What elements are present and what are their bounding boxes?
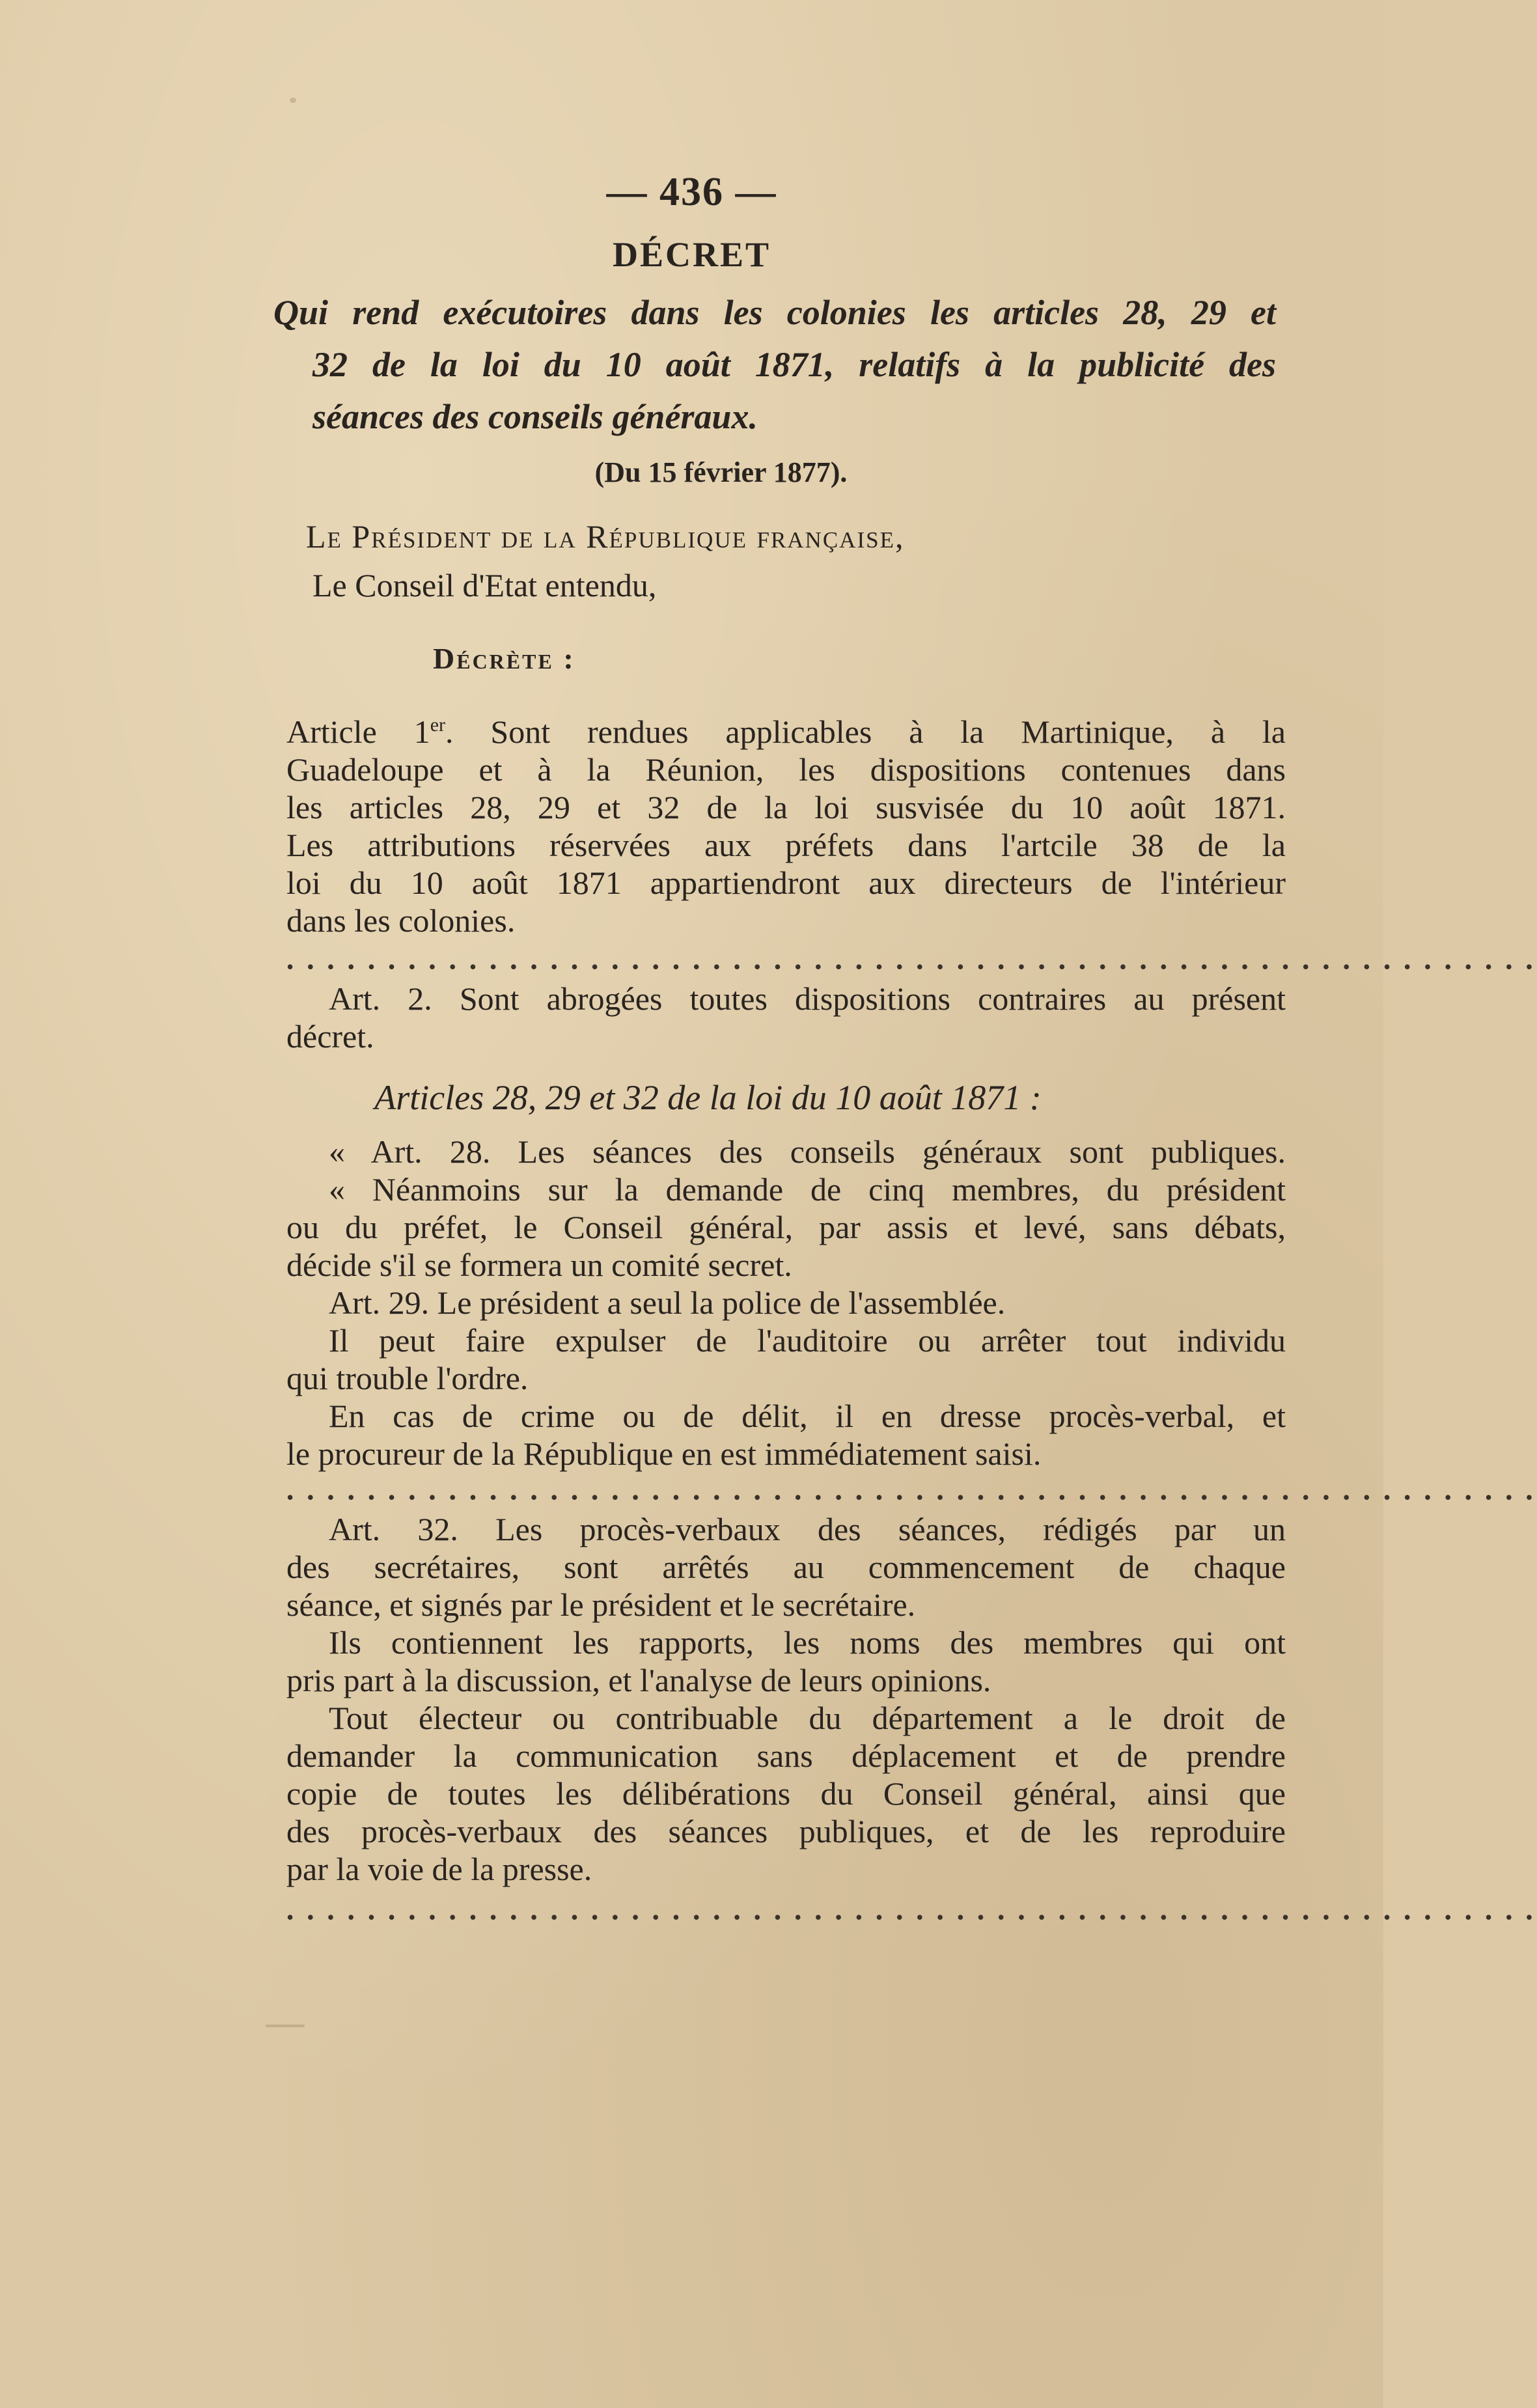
article-28-line: décide s'il se formera un comité secret. [286,1247,792,1283]
decree-title [273,286,1276,443]
article-32-line: séance, et signés par le président et le secrétaire. [286,1586,916,1623]
article-28-line: « Néanmoins sur la demande de cinq membres, du président [329,1171,1286,1208]
president-text: Le Président de la République française, [306,518,905,555]
article-2 [286,980,1286,1055]
article-1-line: loi du 10 août 1871 appartiendront aux directeurs de l'intérieur [286,865,1286,901]
article-1 [286,706,1286,939]
decree-title-line: séances des conseils généraux. [312,397,758,436]
article-32-line: des procès-verbaux des séances publiques, et de les reproduire [286,1813,1286,1849]
article-2-line: Art. 2. Sont abrogées toutes dispositions contraires au présent [329,980,1286,1017]
ellipsis-dots: • • • • • • • • • • • • • • • • • • • • • • • • • • • • • • • • • • • • • • • • • • • • • • • • • • • • • • • • • • • • • • [286,1905,1537,1929]
decrete-heading: Décrète : [433,642,575,675]
law-articles-subheading: Articles 28, 29 et 32 de la loi du 10 août 1871 : [374,1078,1042,1117]
article-1-label: Article 1 [286,713,430,750]
article-32-line: par la voie de la presse. [286,1851,592,1887]
president-line [306,518,904,555]
article-29-line: En cas de crime ou de délit, il en dresse procès-verbal, et [329,1398,1286,1434]
article-32-line: Art. 32. Les procès-verbaux des séances, rédigés par un [329,1511,1286,1547]
paper-spot [290,98,296,103]
article-1-first-line [286,706,1286,751]
article-29-line: le procureur de la République en est immédiatement saisi. [286,1435,1042,1472]
paper-spot [266,2025,305,2027]
article-1-line: Les attributions réservées aux préfets dans l'artcile 38 de la [286,827,1286,863]
article-29-line: Art. 29. Le président a seul la police de l'assemblée. [329,1284,1006,1321]
article-1-line: les articles 28, 29 et 32 de la loi susvisée du 10 août 1871. [286,789,1286,825]
article-32-line: copie de toutes les délibérations du Conseil général, ainsi que [286,1775,1286,1812]
article-28 [286,1133,1286,1284]
article-32-line: Ils contiennent les rapports, les noms des membres qui ont [329,1624,1286,1661]
decree-date: (Du 15 février 1877). [594,456,848,488]
ellipsis-dots: • • • • • • • • • • • • • • • • • • • • • • • • • • • • • • • • • • • • • • • • • • • • • • • • • • • • • • • • • • • • • • [286,955,1537,978]
article-28-line: « Art. 28. Les séances des conseils généraux sont publiques. [329,1133,1286,1170]
article-1-line: Guadeloupe et à la Réunion, les dispositions contenues dans [286,751,1286,788]
page-number: — 436 — [606,170,777,214]
article-29 [286,1284,1286,1473]
article-32-line: des secrétaires, sont arrêtés au commencement de chaque [286,1549,1286,1585]
decree-heading: DÉCRET [612,235,771,274]
article-1-first-rest: . Sont rendues applicables à la Martinique, à la [445,713,1286,750]
article-1-sup: er [430,714,446,736]
article-32-line: Tout électeur ou contribuable du département a le droit de [329,1700,1286,1736]
article-2-line: décret. [286,1018,374,1055]
article-29-line: qui trouble l'ordre. [286,1360,529,1396]
decree-title-line: Qui rend exécutoires dans les colonies les articles 28, 29 et [273,293,1276,332]
article-29-line: Il peut faire expulser de l'auditoire ou arrêter tout individu [329,1322,1286,1359]
ellipsis-dots: • • • • • • • • • • • • • • • • • • • • • • • • • • • • • • • • • • • • • • • • • • • • • • • • • • • • • • • • • • • • • • [286,1486,1537,1509]
conseil-line: Le Conseil d'Etat entendu, [312,567,657,603]
article-28-line: ou du préfet, le Conseil général, par assis et levé, sans débats, [286,1209,1286,1245]
article-32 [286,1510,1286,1888]
article-1-line: dans les colonies. [286,902,516,939]
article-32-line: pris part à la discussion, et l'analyse de leurs opinions. [286,1662,991,1698]
decree-title-line: 32 de la loi du 10 août 1871, relatifs à la publicité des [312,345,1276,384]
article-32-line: demander la communication sans déplacement et de prendre [286,1737,1286,1774]
